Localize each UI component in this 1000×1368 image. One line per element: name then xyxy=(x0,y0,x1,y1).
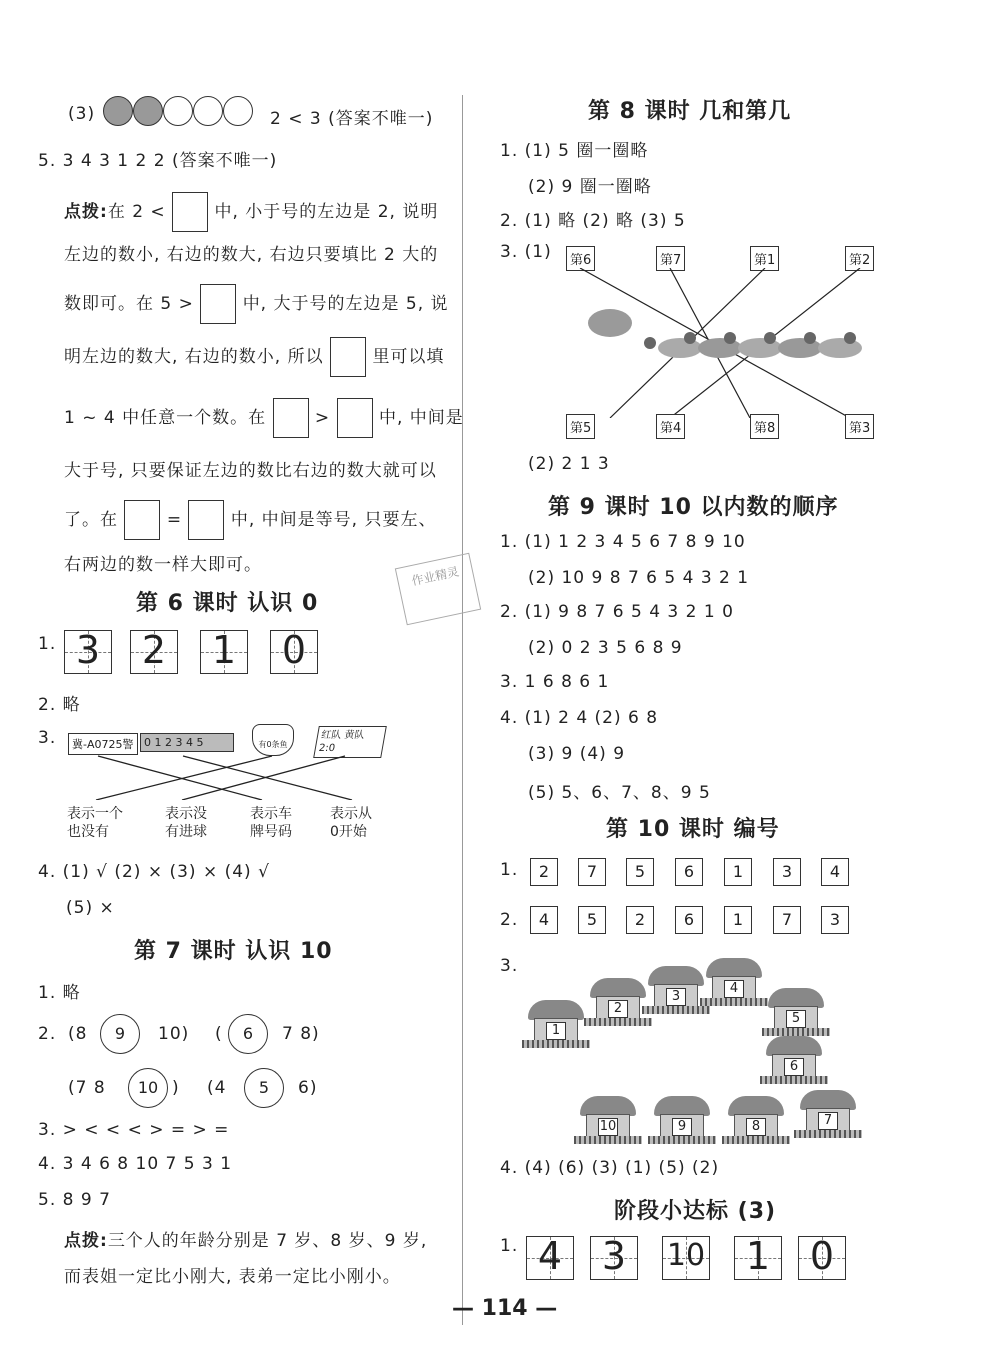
tip-text: 中, 小于号的左边是 2, 说明 xyxy=(214,202,439,222)
l7-q4: 4. 3 4 6 8 10 7 5 3 1 xyxy=(38,1154,233,1174)
grid-digit: 1 xyxy=(211,628,237,672)
l9-q2-1: 2. (1) 9 8 7 6 5 4 3 2 1 0 xyxy=(500,602,734,622)
circled-number: 6 xyxy=(228,1014,268,1054)
number-box: 3 xyxy=(821,906,849,934)
ordinal-box-bottom: 第3 xyxy=(845,414,874,439)
l10-q1-num: 1. xyxy=(500,860,519,880)
l8-q3-2: (2) 2 1 3 xyxy=(528,454,610,474)
l6-q4-line2: (5) × xyxy=(66,898,115,918)
stage-title: 阶段小达标 (3) xyxy=(614,1199,777,1224)
stamp-logo: 作业精灵 xyxy=(395,553,481,626)
l7-q2-group: ) xyxy=(172,1078,180,1098)
number-box: 7 xyxy=(773,906,801,934)
number-box: 2 xyxy=(530,858,558,886)
tip-line-2: 左边的数小, 右边的数大, 右边只要填比 2 大的 xyxy=(64,245,439,265)
house-number: 7 xyxy=(818,1112,838,1130)
l6-q2: 2. 略 xyxy=(38,695,81,715)
number-box: 7 xyxy=(578,858,606,886)
l6-q3-pic-ruler: 0 1 2 3 4 5 xyxy=(140,733,234,752)
number-box: 5 xyxy=(626,858,654,886)
number-box: 4 xyxy=(821,858,849,886)
l8-q1-line1: 1. (1) 5 圈一圈略 xyxy=(500,141,649,161)
l7-q1: 1. 略 xyxy=(38,983,81,1003)
grid-digit: 2 xyxy=(141,628,167,672)
l7-q3: 3. > < < < > = > = xyxy=(38,1120,230,1140)
tip-text: 中, 中间是等号, 只要左、 xyxy=(230,510,437,530)
circled-number: 10 xyxy=(128,1068,168,1108)
grid-digit: 4 xyxy=(537,1234,563,1278)
circled-number: 5 xyxy=(244,1068,284,1108)
left-q3-result: 2 < 3 (答案不唯一) xyxy=(270,109,434,129)
l6-q3-label: 表示一个 也没有 xyxy=(67,806,123,840)
ordinal-box-top: 第7 xyxy=(656,246,685,271)
tip-text: 数即可。在 5 > xyxy=(64,294,194,314)
tip-label: 点拨: xyxy=(64,202,108,222)
circled-number: 9 xyxy=(100,1014,140,1054)
tip-op: > xyxy=(314,408,331,428)
l9-q3: 3. 1 6 8 6 1 xyxy=(500,672,610,692)
l6-q3-label: 表示没 有进球 xyxy=(165,806,207,840)
number-box: 1 xyxy=(724,858,752,886)
ant-line-picture xyxy=(560,268,890,418)
grid-digit: 3 xyxy=(75,628,101,672)
column-divider xyxy=(462,95,463,1325)
l7-q2-group: (7 8 xyxy=(68,1078,106,1098)
l7-q2-num: 2. xyxy=(38,1024,57,1044)
l7-q2-group: ( xyxy=(215,1024,223,1044)
house-picture xyxy=(528,1000,584,1048)
tip-text: 在 2 < xyxy=(107,202,166,222)
house-number: 10 xyxy=(599,1119,617,1134)
writing-grid xyxy=(526,1236,574,1280)
number-box: 1 xyxy=(724,906,752,934)
l7-q2-group: 10) xyxy=(158,1024,190,1044)
house-number: 8 xyxy=(746,1118,766,1136)
house-number: 9 xyxy=(672,1118,692,1136)
l9-q2-2: (2) 0 2 3 5 6 8 9 xyxy=(528,638,683,658)
number-box: 2 xyxy=(626,906,654,934)
left-q3-prefix: (3) xyxy=(68,104,96,124)
l7-q2-group: (8 xyxy=(68,1024,88,1044)
number-box: 3 xyxy=(773,858,801,886)
number-box: 4 xyxy=(530,906,558,934)
writing-grid xyxy=(270,630,318,674)
l7-tip-line2: 而表姐一定比小刚大, 表弟一定比小刚小。 xyxy=(64,1267,401,1287)
l6-q1-num: 1. xyxy=(38,634,57,654)
stage-q1-num: 1. xyxy=(500,1236,519,1256)
tip-op: = xyxy=(166,510,183,530)
tip-text: 明左边的数大, 右边的数小, 所以 xyxy=(64,347,324,367)
house-picture xyxy=(768,988,824,1036)
grid-digit: 0 xyxy=(809,1234,835,1278)
left-q5: 5. 3 4 3 1 2 2 (答案不唯一) xyxy=(38,151,278,171)
house-number: 2 xyxy=(608,1000,628,1018)
house-picture xyxy=(800,1090,856,1138)
writing-grid xyxy=(798,1236,846,1280)
lesson10-title: 第 10 课时 编号 xyxy=(606,817,780,842)
house-number: 3 xyxy=(666,988,686,1006)
house-picture xyxy=(706,958,762,1006)
l6-q3-pic-scoreboard: 红队 黄队 2:0 xyxy=(313,726,387,758)
l6-q3-pic-plate: 冀-A0725警 xyxy=(68,733,138,755)
l6-q4-line1: 4. (1) √ (2) × (3) × (4) √ xyxy=(38,862,270,882)
number-box: 6 xyxy=(675,858,703,886)
house-picture xyxy=(654,1096,710,1144)
l6-q3-lines xyxy=(0,0,462,800)
l9-q4-1: 4. (1) 2 4 (2) 6 8 xyxy=(500,708,659,728)
grid-digit: 1 xyxy=(745,1234,771,1278)
house-number: 1 xyxy=(546,1022,566,1040)
grid-digit: 3 xyxy=(601,1234,627,1278)
grid-digit: 0 xyxy=(281,628,307,672)
tip-label: 点拨: xyxy=(64,1231,108,1251)
l9-q1-2: (2) 10 9 8 7 6 5 4 3 2 1 xyxy=(528,568,750,588)
ordinal-box-top: 第2 xyxy=(845,246,874,271)
l6-q3-pic-fishbowl: 有0条鱼 xyxy=(252,724,294,756)
l8-q3-num: 3. (1) xyxy=(500,242,552,262)
house-number: 5 xyxy=(786,1010,806,1028)
l7-q2-group: 7 8) xyxy=(282,1024,320,1044)
lesson7-title: 第 7 课时 认识 10 xyxy=(134,939,333,964)
grid-digit: 10 xyxy=(666,1238,706,1273)
lesson9-title: 第 9 课时 10 以内数的顺序 xyxy=(548,495,839,520)
l7-q2-group: (4 xyxy=(207,1078,227,1098)
l10-q2-num: 2. xyxy=(500,910,519,930)
tip-text: 三个人的年龄分别是 7 岁、8 岁、9 岁, xyxy=(107,1231,428,1251)
lesson6-title: 第 6 课时 认识 0 xyxy=(136,591,319,616)
house-number: 6 xyxy=(784,1058,804,1076)
lesson8-title: 第 8 课时 几和第几 xyxy=(588,99,792,124)
l7-tip-line1 xyxy=(64,1226,427,1251)
writing-grid xyxy=(200,630,248,674)
writing-grid xyxy=(662,1236,710,1280)
writing-grid xyxy=(590,1236,638,1280)
tip-text: 了。在 xyxy=(64,510,118,530)
l8-q2: 2. (1) 略 (2) 略 (3) 5 xyxy=(500,211,686,231)
house-picture xyxy=(648,966,704,1014)
l6-q3-label: 表示车 牌号码 xyxy=(250,806,292,840)
house-picture xyxy=(766,1036,822,1084)
l10-q4: 4. (4) (6) (3) (1) (5) (2) xyxy=(500,1158,720,1178)
l9-q4-2: (3) 9 (4) 9 xyxy=(528,744,626,764)
writing-grid xyxy=(64,630,112,674)
l6-q3-num: 3. xyxy=(38,728,57,748)
l6-q3-label: 表示从 0开始 xyxy=(330,806,372,840)
house-number: 4 xyxy=(724,980,744,998)
l7-q2-group: 6) xyxy=(298,1078,318,1098)
number-box: 5 xyxy=(578,906,606,934)
ordinal-box-top: 第1 xyxy=(750,246,779,271)
l10-q3-num: 3. xyxy=(500,956,519,976)
l9-q1-1: 1. (1) 1 2 3 4 5 6 7 8 9 10 xyxy=(500,532,746,552)
tip-line-8: 右两边的数一样大即可。 xyxy=(64,555,262,575)
ordinal-box-top: 第6 xyxy=(566,246,595,271)
house-picture xyxy=(580,1096,636,1144)
l8-q1-line2: (2) 9 圈一圈略 xyxy=(528,177,652,197)
tip-text: 中, 中间是 xyxy=(378,408,464,428)
tip-text: 1 ~ 4 中任意一个数。在 xyxy=(64,408,267,428)
tip-text: 中, 大于号的左边是 5, 说 xyxy=(242,294,449,314)
ordinal-box-bottom: 第8 xyxy=(750,414,779,439)
house-picture xyxy=(590,978,646,1026)
l7-q5: 5. 8 9 7 xyxy=(38,1190,111,1210)
ordinal-box-bottom: 第5 xyxy=(566,414,595,439)
number-box: 6 xyxy=(675,906,703,934)
house-picture xyxy=(728,1096,784,1144)
tip-text: 里可以填 xyxy=(372,347,445,367)
page-number: — 114 — xyxy=(452,1296,558,1321)
l9-q4-3: (5) 5、6、7、8、9 5 xyxy=(528,783,711,803)
tip-line-6: 大于号, 只要保证左边的数比右边的数大就可以 xyxy=(64,461,437,481)
writing-grid xyxy=(130,630,178,674)
ordinal-box-bottom: 第4 xyxy=(656,414,685,439)
writing-grid xyxy=(734,1236,782,1280)
